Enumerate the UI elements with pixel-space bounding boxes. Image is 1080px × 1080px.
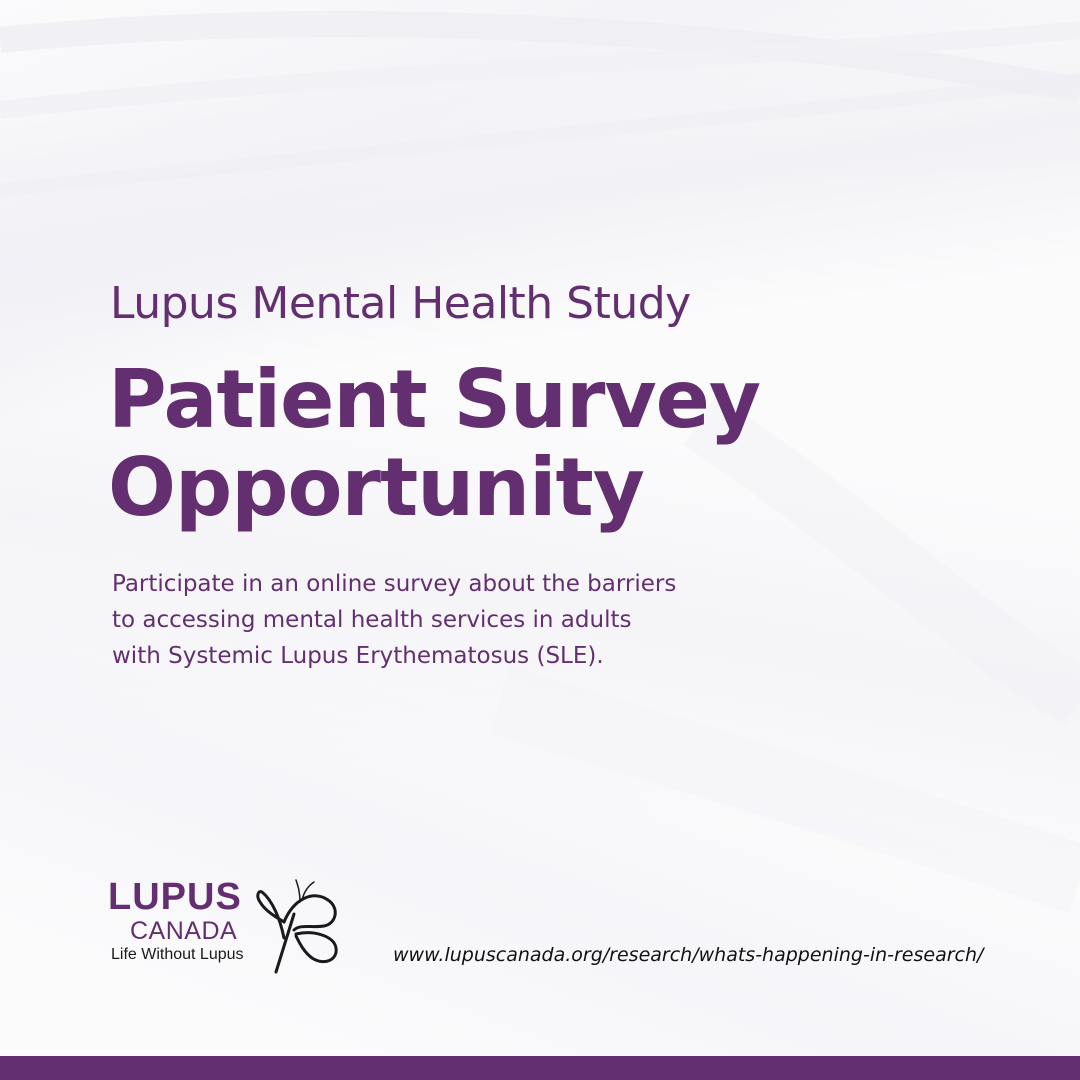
logo-tagline: Life Without Lupus bbox=[111, 946, 244, 963]
description bbox=[112, 566, 732, 674]
lupus-canada-logo bbox=[108, 876, 358, 976]
butterfly-icon bbox=[254, 878, 350, 974]
website-url[interactable]: www.lupuscanada.org/research/whats-happening-in-research/ bbox=[393, 944, 984, 966]
title-line-1: Patient Survey bbox=[108, 353, 761, 446]
description-line-3: with Systemic Lupus Erythematosus (SLE). bbox=[112, 643, 604, 669]
study-subtitle: Lupus Mental Health Study bbox=[110, 278, 691, 329]
logo-word-canada: CANADA bbox=[130, 917, 238, 945]
logo-word-lupus: LUPUS bbox=[108, 876, 242, 918]
description-line-1: Participate in an online survey about the barriers bbox=[112, 571, 677, 597]
page-title bbox=[108, 353, 868, 534]
title-line-2: Opportunity bbox=[108, 441, 644, 534]
bottom-accent-bar bbox=[0, 1056, 1080, 1080]
description-line-2: to accessing mental health services in adults bbox=[112, 607, 632, 633]
